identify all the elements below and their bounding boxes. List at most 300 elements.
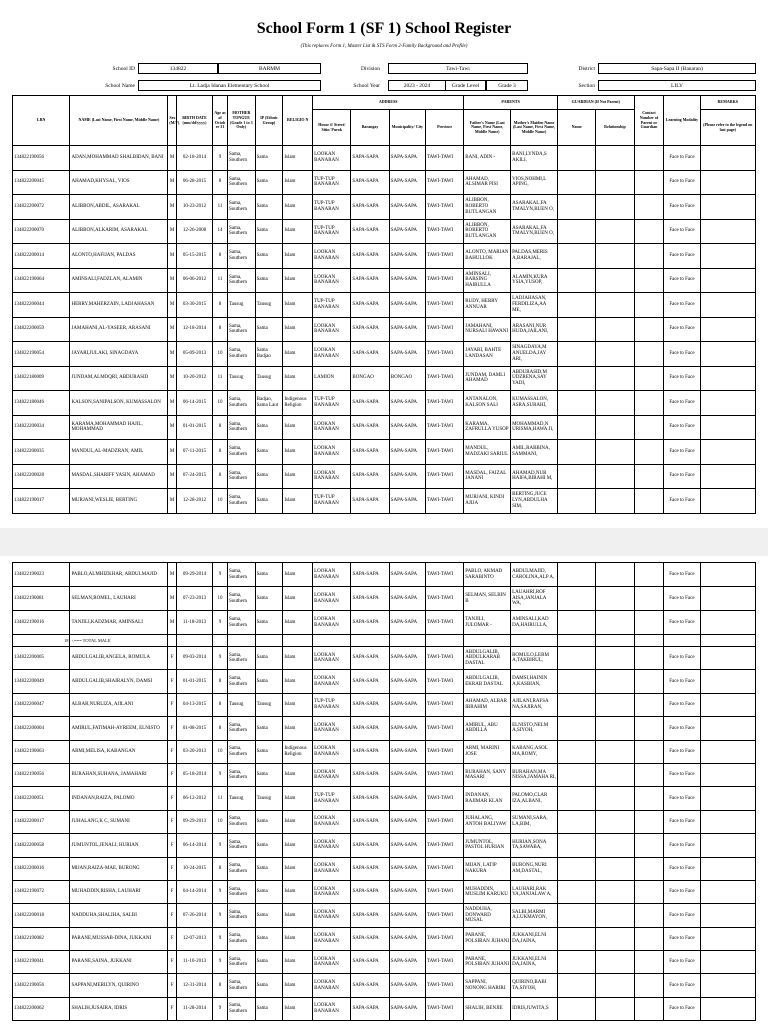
- cell-contact: [634, 587, 664, 611]
- cell-contact: [634, 611, 664, 635]
- cell-ip: Sama: [255, 997, 283, 1020]
- cell-contact: [634, 317, 664, 342]
- table-row: [13, 740, 756, 763]
- cell-municipality: SAPA-SAPA: [389, 563, 425, 587]
- cell-sex: M: [168, 587, 177, 611]
- cell-remarks: [700, 563, 755, 587]
- cell-lrn: 134822200005: [13, 647, 70, 670]
- cell-mother-tongue: Sama, Southern: [227, 268, 255, 293]
- cell-barangay: SAPA-SAPA: [351, 587, 389, 611]
- region-value: BARMM: [218, 63, 321, 74]
- cell-mother: ROMULO,LERM A,TAKBIRUL,: [511, 647, 558, 670]
- cell-barangay: SAPA-SAPA: [351, 693, 389, 716]
- cell-father: PARANE, POLSIBAN JUHANI: [464, 927, 511, 950]
- cell-age: 8: [213, 717, 228, 740]
- cell-religion: Islam: [283, 489, 313, 514]
- total-row-empty-cell: [351, 635, 389, 647]
- cell-age: 9: [213, 951, 228, 974]
- cell-modality: Face to Face: [664, 670, 700, 693]
- table-row: [13, 440, 756, 465]
- cell-name: NADDUHA,SHALIHA, SALBI: [70, 904, 168, 927]
- cell-religion: Islam: [283, 951, 313, 974]
- header-religion: RELIGIO N: [283, 96, 313, 146]
- cell-remarks: [700, 763, 755, 786]
- grade-level-value: Grade 3: [486, 80, 528, 91]
- cell-name: JAMAHANI,AL-YASEER, ARASANI: [70, 317, 168, 342]
- header-sex: Sex (M/F): [168, 96, 177, 146]
- cell-mother: JUKKANI,ELNI DA,JAINA,: [511, 927, 558, 950]
- cell-remarks: [700, 244, 755, 269]
- cell-remarks: [700, 611, 755, 635]
- table-row: [13, 464, 756, 489]
- cell-contact: [634, 787, 664, 810]
- cell-age: 8: [213, 170, 228, 195]
- total-row-empty-cell: [511, 635, 558, 647]
- cell-name: MANDUL,AL-MADZRAN, AMIL: [70, 440, 168, 465]
- cell-house: LOOKAN BANARAN: [313, 740, 351, 763]
- cell-house: LOOKAN BANARAN: [313, 611, 351, 635]
- cell-religion: Islam: [283, 670, 313, 693]
- cell-birth-date: 09-03-2014: [176, 647, 212, 670]
- cell-birth-date: 12-07-2013: [176, 927, 212, 950]
- cell-remarks: [700, 293, 755, 318]
- table-row: [13, 342, 756, 367]
- cell-ip: Sama: [255, 317, 283, 342]
- cell-age: 9: [213, 611, 228, 635]
- total-row-empty-cell: [664, 635, 700, 647]
- cell-relationship: [596, 317, 634, 342]
- cell-name: HERRY,MAHERZAIN, LADJAHASAN: [70, 293, 168, 318]
- header-contact: Contact Number of Parent or Guardian: [634, 96, 664, 146]
- cell-guardian-name: [557, 391, 595, 416]
- cell-religion: Islam: [283, 195, 313, 220]
- cell-guardian-name: [557, 880, 595, 903]
- cell-name: KARAMA,MOHAMMAD HAJIL, MOHAMMAD: [70, 415, 168, 440]
- cell-father: JAYARI, BAHTE LANDASAN: [464, 342, 511, 367]
- cell-house: LOOKAN BANARAN: [313, 647, 351, 670]
- table-row: [13, 219, 756, 244]
- cell-municipality: SAPA-SAPA: [389, 611, 425, 635]
- table-row: [13, 647, 756, 670]
- cell-sex: F: [168, 880, 177, 903]
- cell-guardian-name: [557, 219, 595, 244]
- cell-lrn: 134822200047: [13, 693, 70, 716]
- cell-sex: M: [168, 293, 177, 318]
- cell-name: JAYARI,JULAKI, SINAGDAYA: [70, 342, 168, 367]
- cell-religion: Islam: [283, 997, 313, 1020]
- cell-sex: M: [168, 489, 177, 514]
- cell-age: 9: [213, 904, 228, 927]
- cell-contact: [634, 244, 664, 269]
- total-row-empty-cell: [227, 635, 255, 647]
- cell-father: MURJANI, KINDI AJIJA: [464, 489, 511, 514]
- cell-religion: Islam: [283, 293, 313, 318]
- cell-remarks: [700, 857, 755, 880]
- cell-barangay: SAPA-SAPA: [351, 997, 389, 1020]
- cell-sex: F: [168, 857, 177, 880]
- cell-birth-date: 07-24-2015: [176, 464, 212, 489]
- cell-age: 11: [213, 787, 228, 810]
- cell-contact: [634, 880, 664, 903]
- cell-province: TAWI-TAWI: [425, 611, 463, 635]
- cell-name: ALIBBON,ALKARIM, ASARAKAL: [70, 219, 168, 244]
- cell-sex: F: [168, 787, 177, 810]
- cell-father: ABDULGALIB, EKRAB DASTAL: [464, 670, 511, 693]
- cell-religion: Islam: [283, 763, 313, 786]
- cell-remarks: [700, 440, 755, 465]
- cell-barangay: SAPA-SAPA: [351, 810, 389, 833]
- cell-ip: Badjao, Sama Laut: [255, 391, 283, 416]
- cell-modality: Face to Face: [664, 146, 700, 171]
- cell-house: TUP-TUP BANARAN: [313, 391, 351, 416]
- cell-birth-date: 12-31-2014: [176, 974, 212, 997]
- cell-lrn: 134822200028: [13, 464, 70, 489]
- table-row: [13, 317, 756, 342]
- cell-barangay: SAPA-SAPA: [351, 440, 389, 465]
- cell-house: LOOKAN BANARAN: [313, 810, 351, 833]
- cell-ip: Sama: [255, 927, 283, 950]
- cell-sex: M: [168, 195, 177, 220]
- cell-municipality: SAPA-SAPA: [389, 268, 425, 293]
- cell-birth-date: 06-28-2015: [176, 170, 212, 195]
- cell-contact: [634, 647, 664, 670]
- cell-lrn: 134822190041: [13, 951, 70, 974]
- cell-mother: ARASANI,NUR HUDA,JAILANI,: [511, 317, 558, 342]
- total-row-empty-cell: [213, 635, 228, 647]
- cell-barangay: SAPA-SAPA: [351, 927, 389, 950]
- cell-mother: KABANG,ASOL MA,ROMY,: [511, 740, 558, 763]
- table-row: [13, 904, 756, 927]
- cell-sex: M: [168, 391, 177, 416]
- cell-municipality: SAPA-SAPA: [389, 763, 425, 786]
- cell-modality: Face to Face: [664, 391, 700, 416]
- cell-province: TAWI-TAWI: [425, 670, 463, 693]
- table-row: [13, 997, 756, 1020]
- table-row: [13, 951, 756, 974]
- cell-mother: IDRIS,JUWITA,S: [511, 997, 558, 1020]
- cell-province: TAWI-TAWI: [425, 342, 463, 367]
- cell-remarks: [700, 810, 755, 833]
- cell-guardian-name: [557, 146, 595, 171]
- table-row: [13, 810, 756, 833]
- cell-relationship: [596, 647, 634, 670]
- cell-sex: M: [168, 244, 177, 269]
- cell-birth-date: 07-11-2015: [176, 440, 212, 465]
- cell-father: AHAMAD, ALBAR IBRAHIM: [464, 693, 511, 716]
- cell-lrn: 134822200051: [13, 787, 70, 810]
- cell-name: ALBAR,NURLIZA, AJILANI: [70, 693, 168, 716]
- cell-modality: Face to Face: [664, 293, 700, 318]
- cell-house: LOOKAN BANARAN: [313, 268, 351, 293]
- division-value: Tawi-Tawi: [388, 63, 528, 74]
- cell-relationship: [596, 997, 634, 1020]
- cell-mother-tongue: Tausug: [227, 693, 255, 716]
- cell-name: KALSON,SANIPALSON, KUMASSALON: [70, 391, 168, 416]
- cell-modality: Face to Face: [664, 904, 700, 927]
- cell-province: TAWI-TAWI: [425, 857, 463, 880]
- cell-guardian-name: [557, 857, 595, 880]
- cell-mother-tongue: Sama, Southern: [227, 997, 255, 1020]
- cell-barangay: SAPA-SAPA: [351, 170, 389, 195]
- cell-remarks: [700, 647, 755, 670]
- cell-guardian-name: [557, 670, 595, 693]
- cell-remarks: [700, 170, 755, 195]
- cell-remarks: [700, 391, 755, 416]
- cell-house: LOOKAN BANARAN: [313, 997, 351, 1020]
- cell-mother: LADJAHASAN, FERDILIZA,AA ME,: [511, 293, 558, 318]
- cell-father: SHALIH, BENJIE: [464, 997, 511, 1020]
- cell-mother-tongue: Sama, Southern: [227, 857, 255, 880]
- cell-house: LOOKAN BANARAN: [313, 587, 351, 611]
- cell-father: SAPPANI, NONONG HARIRI: [464, 974, 511, 997]
- cell-birth-date: 05-15-2015: [176, 244, 212, 269]
- cell-modality: Face to Face: [664, 219, 700, 244]
- cell-father: ALIBBON, ROBERTO BUTLANGAN: [464, 195, 511, 220]
- cell-ip: Sama Badjao: [255, 342, 283, 367]
- cell-barangay: SAPA-SAPA: [351, 787, 389, 810]
- header-barangay: Barangay: [351, 110, 389, 146]
- cell-municipality: SAPA-SAPA: [389, 464, 425, 489]
- cell-remarks: [700, 904, 755, 927]
- cell-municipality: SAPA-SAPA: [389, 834, 425, 857]
- cell-house: LOOKAN BANARAN: [313, 951, 351, 974]
- cell-guardian-name: [557, 611, 595, 635]
- table-row: [13, 293, 756, 318]
- total-row-empty-cell: [634, 635, 664, 647]
- cell-mother: VIOS,NOHMI,L APING,: [511, 170, 558, 195]
- cell-lrn: 134822190017: [13, 489, 70, 514]
- cell-mother-tongue: Sama, Southern: [227, 195, 255, 220]
- cell-relationship: [596, 717, 634, 740]
- cell-ip: Sama: [255, 563, 283, 587]
- cell-birth-date: 06-14-2015: [176, 391, 212, 416]
- cell-ip: Sama: [255, 951, 283, 974]
- cell-mother-tongue: Sama, Southern: [227, 391, 255, 416]
- cell-name: ALONTO,HAFIJAN, PALDAS: [70, 244, 168, 269]
- table-row: [13, 834, 756, 857]
- cell-sex: M: [168, 219, 177, 244]
- cell-municipality: BONGAO: [389, 366, 425, 391]
- cell-sex: F: [168, 693, 177, 716]
- cell-guardian-name: [557, 693, 595, 716]
- cell-sex: M: [168, 342, 177, 367]
- cell-province: TAWI-TAWI: [425, 717, 463, 740]
- school-name-label: School Name: [105, 83, 135, 89]
- table-row: [13, 693, 756, 716]
- cell-guardian-name: [557, 268, 595, 293]
- cell-modality: Face to Face: [664, 717, 700, 740]
- cell-age: 8: [213, 464, 228, 489]
- cell-mother: PALDAS,MERIS A,BARAJAL,: [511, 244, 558, 269]
- table-row: [13, 857, 756, 880]
- cell-birth-date: 03-30-2015: [176, 293, 212, 318]
- cell-relationship: [596, 611, 634, 635]
- cell-guardian-name: [557, 293, 595, 318]
- cell-birth-date: 10-20-2012: [176, 366, 212, 391]
- cell-age: 9: [213, 927, 228, 950]
- cell-mother-tongue: Sama, Southern: [227, 146, 255, 171]
- cell-name: MASDAL,SHARIFF YASIN, AHAMAD: [70, 464, 168, 489]
- cell-lrn: 134822200016: [13, 857, 70, 880]
- cell-lrn: 134822190056: [13, 974, 70, 997]
- cell-province: TAWI-TAWI: [425, 810, 463, 833]
- cell-municipality: SAPA-SAPA: [389, 489, 425, 514]
- cell-lrn: 134822190016: [13, 611, 70, 635]
- cell-house: LAMION: [313, 366, 351, 391]
- cell-contact: [634, 763, 664, 786]
- cell-age: 9: [213, 880, 228, 903]
- cell-religion: Islam: [283, 647, 313, 670]
- cell-sex: F: [168, 740, 177, 763]
- cell-religion: Islam: [283, 170, 313, 195]
- cell-age: 14: [213, 219, 228, 244]
- cell-province: TAWI-TAWI: [425, 195, 463, 220]
- cell-lrn: 134822200044: [13, 293, 70, 318]
- cell-birth-date: 11-18-2013: [176, 611, 212, 635]
- cell-barangay: SAPA-SAPA: [351, 146, 389, 171]
- cell-province: TAWI-TAWI: [425, 293, 463, 318]
- cell-sex: M: [168, 563, 177, 587]
- table-row: [13, 489, 756, 514]
- cell-age: 11: [213, 366, 228, 391]
- cell-ip: Sama: [255, 464, 283, 489]
- cell-guardian-name: [557, 563, 595, 587]
- cell-barangay: SAPA-SAPA: [351, 563, 389, 587]
- table-row: [13, 366, 756, 391]
- cell-barangay: SAPA-SAPA: [351, 489, 389, 514]
- cell-age: 8: [213, 317, 228, 342]
- cell-modality: Face to Face: [664, 563, 700, 587]
- district-label: District: [578, 66, 595, 72]
- cell-province: TAWI-TAWI: [425, 464, 463, 489]
- cell-guardian-name: [557, 415, 595, 440]
- cell-municipality: SAPA-SAPA: [389, 440, 425, 465]
- cell-remarks: [700, 268, 755, 293]
- cell-name: BURAHAN,SUHANA, JAMAHARI: [70, 763, 168, 786]
- cell-mother-tongue: Sama, Southern: [227, 880, 255, 903]
- cell-age: 10: [213, 740, 228, 763]
- cell-municipality: SAPA-SAPA: [389, 857, 425, 880]
- cell-name: ARMI,MELISA, KABANGAN: [70, 740, 168, 763]
- cell-municipality: SAPA-SAPA: [389, 670, 425, 693]
- cell-relationship: [596, 587, 634, 611]
- header-birth-date: BIRTH DATE (mm/dd/yyyy): [176, 96, 212, 146]
- cell-mother-tongue: Sama, Southern: [227, 834, 255, 857]
- cell-birth-date: 12-18-2014: [176, 317, 212, 342]
- cell-relationship: [596, 974, 634, 997]
- cell-father: MIJAN, LATIP NAKURA: [464, 857, 511, 880]
- cell-sex: F: [168, 927, 177, 950]
- cell-province: TAWI-TAWI: [425, 415, 463, 440]
- cell-contact: [634, 342, 664, 367]
- cell-house: LOOKAN BANARAN: [313, 880, 351, 903]
- cell-municipality: SAPA-SAPA: [389, 391, 425, 416]
- total-row-empty-cell: [464, 635, 511, 647]
- cell-modality: Face to Face: [664, 857, 700, 880]
- cell-religion: Islam: [283, 693, 313, 716]
- cell-remarks: [700, 834, 755, 857]
- table-row: [13, 415, 756, 440]
- cell-province: TAWI-TAWI: [425, 763, 463, 786]
- cell-relationship: [596, 740, 634, 763]
- table-row: [13, 717, 756, 740]
- cell-barangay: SAPA-SAPA: [351, 880, 389, 903]
- cell-relationship: [596, 391, 634, 416]
- cell-municipality: SAPA-SAPA: [389, 317, 425, 342]
- total-row-empty-cell: [313, 635, 351, 647]
- school-year-label: School Year: [353, 83, 380, 89]
- cell-barangay: SAPA-SAPA: [351, 611, 389, 635]
- cell-modality: Face to Face: [664, 974, 700, 997]
- cell-religion: Islam: [283, 587, 313, 611]
- cell-birth-date: 04-13-2015: [176, 693, 212, 716]
- cell-father: JUMUNTOL, PASTOL HURIAN: [464, 834, 511, 857]
- cell-municipality: SAPA-SAPA: [389, 244, 425, 269]
- cell-birth-date: 02-18-2014: [176, 146, 212, 171]
- cell-contact: [634, 717, 664, 740]
- cell-municipality: SAPA-SAPA: [389, 415, 425, 440]
- cell-name: PABLO,ALMHIZKHAR, ABDULMAJID: [70, 563, 168, 587]
- cell-contact: [634, 440, 664, 465]
- cell-barangay: SAPA-SAPA: [351, 763, 389, 786]
- cell-modality: Face to Face: [664, 268, 700, 293]
- cell-relationship: [596, 146, 634, 171]
- header-remarks-note: (Please refer to the legend on last page): [700, 110, 755, 146]
- cell-remarks: [700, 219, 755, 244]
- cell-age: 9: [213, 834, 228, 857]
- cell-modality: Face to Face: [664, 464, 700, 489]
- cell-contact: [634, 904, 664, 927]
- cell-age: 9: [213, 647, 228, 670]
- cell-mother: DAMSI,HAININ A,KASBIAN,: [511, 670, 558, 693]
- cell-mother: ABDURASID,M UDZRENA,SAY YADI,: [511, 366, 558, 391]
- table-row: [13, 974, 756, 997]
- cell-name: AMINSALI,FADZLAN, ALAMIN: [70, 268, 168, 293]
- cell-mother-tongue: Sama, Southern: [227, 170, 255, 195]
- cell-guardian-name: [557, 489, 595, 514]
- cell-house: LOOKAN BANARAN: [313, 563, 351, 587]
- cell-age: 9: [213, 146, 228, 171]
- cell-mother-tongue: Sama, Southern: [227, 587, 255, 611]
- table-row: [13, 763, 756, 786]
- cell-ip: Sama: [255, 763, 283, 786]
- cell-house: LOOKAN BANARAN: [313, 927, 351, 950]
- cell-age: 8: [213, 293, 228, 318]
- cell-province: TAWI-TAWI: [425, 391, 463, 416]
- cell-ip: Sama: [255, 440, 283, 465]
- cell-municipality: SAPA-SAPA: [389, 951, 425, 974]
- cell-contact: [634, 415, 664, 440]
- cell-age: 8: [213, 857, 228, 880]
- cell-municipality: SAPA-SAPA: [389, 693, 425, 716]
- cell-ip: Sama: [255, 170, 283, 195]
- table-row: [13, 268, 756, 293]
- cell-house: LOOKAN BANARAN: [313, 464, 351, 489]
- cell-province: TAWI-TAWI: [425, 904, 463, 927]
- header-parents: PARENTS: [464, 96, 558, 110]
- cell-modality: Face to Face: [664, 489, 700, 514]
- cell-guardian-name: [557, 440, 595, 465]
- cell-sex: F: [168, 951, 177, 974]
- cell-province: TAWI-TAWI: [425, 219, 463, 244]
- cell-house: LOOKAN BANARAN: [313, 717, 351, 740]
- cell-contact: [634, 219, 664, 244]
- cell-religion: Islam: [283, 834, 313, 857]
- cell-age: 8: [213, 440, 228, 465]
- cell-remarks: [700, 195, 755, 220]
- cell-birth-date: 10-23-2012: [176, 195, 212, 220]
- cell-contact: [634, 857, 664, 880]
